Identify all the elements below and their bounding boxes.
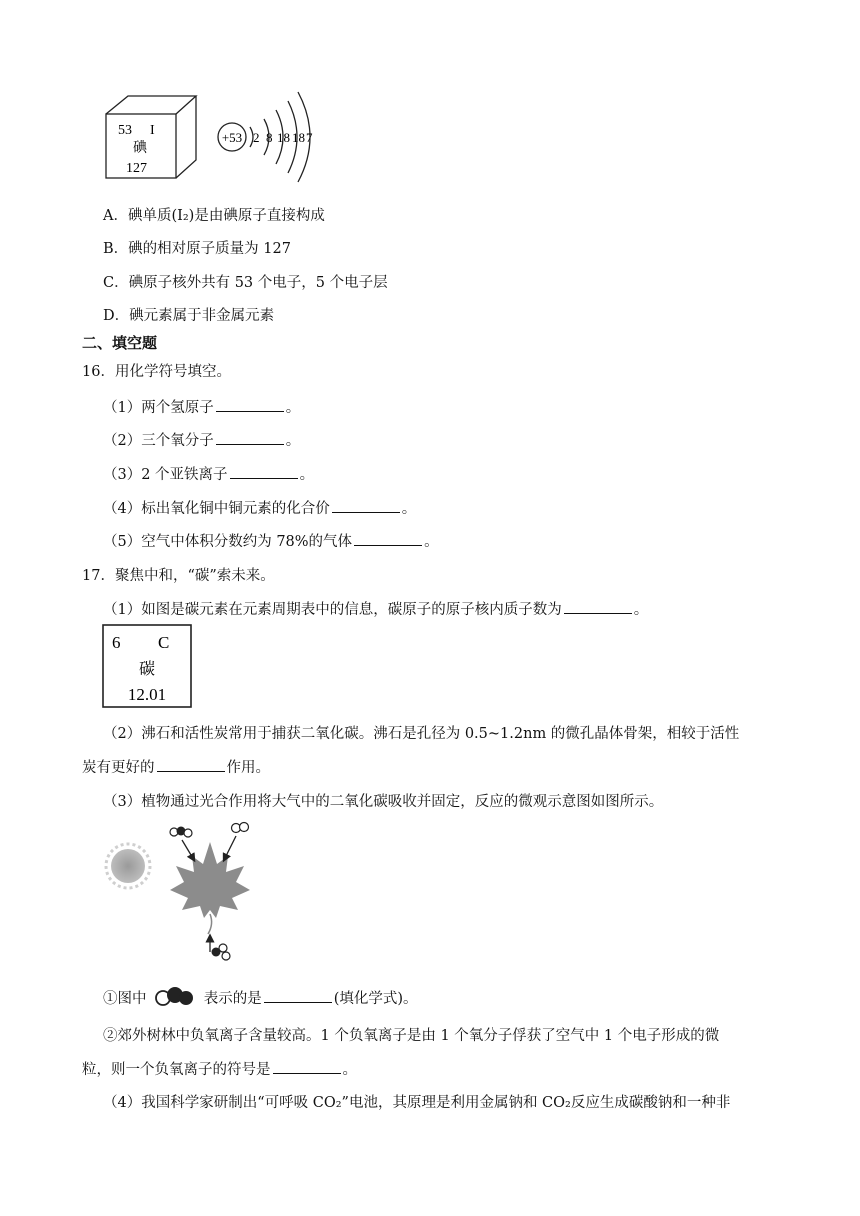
answer-blank[interactable] [264,988,332,1003]
carbon-mass: 12.01 [127,685,167,704]
carbon-symbol: C [158,633,170,652]
q17-part-1-end: 。 [633,602,649,618]
q17-sub-2-text: 粒，则一个负氧离子的符号是 [82,1062,271,1078]
carbon-element-card [102,624,194,710]
answer-blank[interactable] [216,430,284,445]
shell-electrons-2: 8 [266,130,273,145]
answer-blank[interactable] [273,1059,341,1074]
q17-part-3: （3）植物通过光合作用将大气中的二氧化碳吸收并固定，反应的微观示意图如图所示。 [103,794,664,810]
q16-item-2-text: （2）三个氧分子 [103,433,214,449]
iodine-symbol: I [150,123,155,138]
q16-item-3-text: （3）2 个亚铁离子 [103,467,228,483]
carbon-atomic-number: 6 [112,633,121,652]
q17-part-2-text: 炭有更好的 [82,760,155,776]
shell-electrons-4: 18 [292,130,305,145]
answer-blank[interactable] [354,531,422,546]
water-molecule-icon [212,944,231,960]
q17-sub-1-end: (填化学式)。 [333,991,418,1007]
q16-item-4-end: 。 [401,501,417,517]
answer-blank[interactable] [332,498,400,513]
sun-icon [106,844,150,888]
option-d: D．碘元素属于非金属元素 [103,308,275,324]
option-c: C．碘原子核外共有 53 个电子，5 个电子层 [103,275,388,291]
answer-blank[interactable] [230,464,298,479]
q16-item-5-end: 。 [424,534,439,550]
carbon-name: 碳 [138,661,156,678]
q16-item-5-text: （5）空气中体积分数约为 78%的气体 [103,534,353,550]
q17-part-4: （4）我国科学家研制出“可呼吸 CO₂”电池，其原理是利用金属钠和 CO₂反应生成碳酸钠和一种非 [103,1095,731,1111]
iodine-mass: 127 [126,161,147,176]
q17-sub-2-end: 。 [342,1062,357,1078]
nucleus-charge: +53 [221,130,243,145]
q17-part-2-end: 作用。 [226,760,270,776]
iodine-atom-structure [218,92,313,182]
photosynthesis-diagram [104,818,274,968]
q17-part-1 [103,598,648,619]
q17-sub-1-text: ①图中 [103,991,147,1007]
co2-molecule-icon [155,986,195,1008]
shell-electrons-5: 7 [306,130,313,145]
o2-arrow [224,836,236,860]
q17-part-2-line-2 [82,756,270,777]
o2-molecule-icon [232,823,249,833]
q16-item-3 [103,463,314,484]
q17-part-2-line-1: （2）沸石和活性炭常用于捕获二氧化碳。沸石是孔径为 0.5~1.2nm 的微孔晶体骨架，相较于活性 [103,726,740,742]
q16-stem: 16．用化学符号填空。 [82,364,231,380]
iodine-atomic-number: 53 [118,123,132,138]
q16-item-1-end: 。 [285,400,301,416]
shell-electrons-3: 18 [277,130,290,145]
option-a: A．碘单质(I₂)是由碘原子直接构成 [103,208,325,224]
iodine-figure [100,86,330,190]
section-title: 二、填空题 [82,334,158,352]
q16-item-4 [103,497,416,518]
q16-item-2 [103,429,300,450]
q17-sub-1 [103,986,418,1008]
answer-blank[interactable] [216,397,284,412]
answer-blank[interactable] [564,599,632,614]
q17-stem: 17．聚焦中和，“碳”索未来。 [82,568,275,584]
answer-blank[interactable] [157,757,225,772]
option-b: B．碘的相对原子质量为 127 [103,241,291,257]
q16-item-2-end: 。 [285,433,301,449]
iodine-name: 碘 [133,141,147,156]
q16-item-3-end: 。 [299,467,315,483]
q17-sub-2-line-2 [82,1058,357,1079]
co2-molecule-icon [170,827,192,838]
shell-electrons-1: 2 [253,130,260,145]
co2-arrow [182,840,194,860]
leaf-icon [170,842,250,918]
q16-item-4-text: （4）标出氧化铜中铜元素的化合价 [103,501,330,517]
q17-sub-2-line-1: ②郊外树林中负氧离子含量较高。1 个负氧离子是由 1 个氧分子俘获了空气中 1 个电子形成的微 [103,1028,720,1044]
q16-item-5 [103,530,439,551]
q17-sub-1-text-2: 表示的是 [203,991,262,1007]
q17-part-1-text: （1）如图是碳元素在元素周期表中的信息，碳原子的原子核内质子数为 [103,602,562,618]
q16-item-1-text: （1）两个氢原子 [103,400,214,416]
leaf-stem [208,914,212,934]
q16-item-1 [103,396,300,417]
